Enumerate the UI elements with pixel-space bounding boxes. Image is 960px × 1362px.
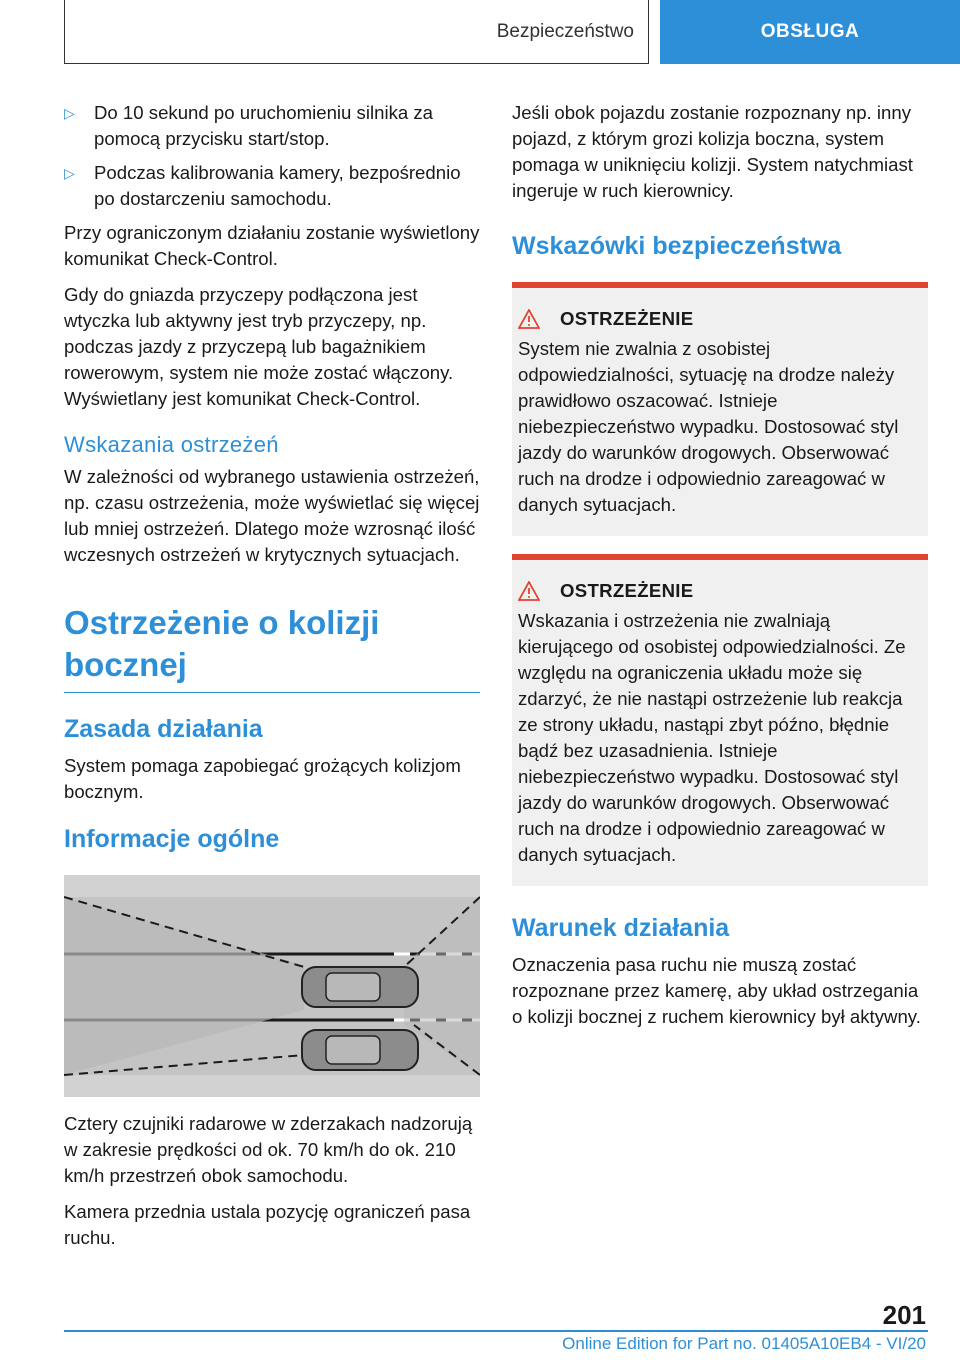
- warning-box: [512, 554, 928, 886]
- heading-general: Informacje ogólne: [64, 825, 280, 853]
- header-section-title: Bezpieczeństwo: [496, 20, 634, 42]
- triangle-bullet-icon: ▷: [64, 165, 75, 181]
- warning-triangle-icon: [518, 581, 540, 601]
- road-illustration: [64, 875, 480, 1097]
- list-item: [64, 100, 480, 152]
- paragraph: System pomaga zapobiegać grożących kolizjom bocznym.: [64, 755, 461, 802]
- header-section: [64, 0, 649, 64]
- paragraph: W zależności od wybranego ustawienia ostrzeżeń, np. czasu ostrzeżenia, może wyświetlać się więcej lub mniej ostrzeżeń. Dlatego może wzrosnąć ilość wczesnych ostrzeżeń w krytycznych sytuacjach.: [64, 466, 480, 565]
- footer-divider: [64, 1330, 928, 1332]
- warning-text: Wskazania i ostrzeżenia nie zwalniają kierującego od osobistej odpowiedzialności. Ze względu na ograniczenia układu może się zdarzyć, że nie nastąpi ostrzeżenie lub reakcja ze strony układu, nastąpi zbyt późno, błędnie bądź bez uzasadnienia. Istnieje niebezpieczeństwo wypadku. Dostosować styl jazdy do warunków drogowych. Obserwować ruch na drodze i odpowiednio zareagować w danych sytuacjach.: [518, 610, 906, 865]
- header-chapter-title: OBSŁUGA: [760, 21, 860, 42]
- warning-title-row: [518, 578, 908, 604]
- edition-info: Online Edition for Part no. 01405A10EB4 - VI/20: [562, 1334, 926, 1353]
- page-number: 201: [882, 1300, 926, 1330]
- list-item-text: Do 10 sekund po uruchomieniu silnika za pomocą przycisku start/stop.: [94, 102, 434, 149]
- section-title: Ostrzeżenie o kolizji bocznej: [64, 602, 480, 693]
- subheading-warnings: Wskazania ostrzeżeń: [64, 432, 279, 457]
- heading-condition: Warunek działania: [512, 914, 730, 942]
- warning-title: OSTRZEŻENIE: [560, 308, 694, 329]
- list-item-text: Podczas kalibrowania kamery, bezpośrednio po dostarczeniu samochodu.: [94, 162, 461, 209]
- triangle-bullet-icon: ▷: [64, 105, 75, 121]
- warning-text: System nie zwalnia z osobistej odpowiedzialności, sytuację na drodze należy prawidłowo oszacować. Istnieje niebezpieczeństwo wypadku. Dostosować styl jazdy do warunków drogowych. Obserwować ruch na drodze i odpowiednio zareagować w danych sytuacjach.: [518, 338, 899, 515]
- warning-box: [512, 282, 928, 536]
- header-chapter: [660, 0, 960, 64]
- paragraph: Cztery czujniki radarowe w zderzakach nadzorują w zakresie prędkości od ok. 70 km/h do ok. 210 km/h przestrzeń obok samochodu.: [64, 1113, 473, 1186]
- road-diagram-svg: [64, 875, 480, 1097]
- warning-triangle-icon: [518, 309, 540, 329]
- paragraph: Gdy do gniazda przyczepy podłączona jest wtyczka lub aktywny jest tryb przyczepy, np. podczas jazdy z przyczepą lub bagażnikiem rowerowym, system nie może zostać włączony. Wyświetlany jest komunikat Check-Control.: [64, 284, 454, 409]
- warning-title: OSTRZEŻENIE: [560, 580, 694, 601]
- paragraph: Przy ograniczonym działaniu zostanie wyświetlony komunikat Check-Control.: [64, 222, 480, 269]
- paragraph: Kamera przednia ustala pozycję ograniczeń pasa ruchu.: [64, 1201, 471, 1248]
- bullet-list: [64, 100, 480, 212]
- left-column: [64, 100, 480, 1261]
- list-item: [64, 160, 480, 212]
- paragraph: Oznaczenia pasa ruchu nie muszą zostać rozpoznane przez kamerę, aby układ ostrzegania o kolizji bocznej z ruchem kierownicy był aktywny.: [512, 954, 921, 1027]
- paragraph: Jeśli obok pojazdu zostanie rozpoznany np. inny pojazd, z którym grozi kolizja boczna, system pomaga w uniknięciu kolizji. System natychmiast ingeruje w ruch kierownicy.: [512, 102, 913, 201]
- warning-title-row: [518, 306, 908, 332]
- heading-principle: Zasada działania: [64, 715, 263, 743]
- right-column: [512, 100, 928, 1040]
- heading-safety: Wskazówki bezpieczeństwa: [512, 232, 842, 260]
